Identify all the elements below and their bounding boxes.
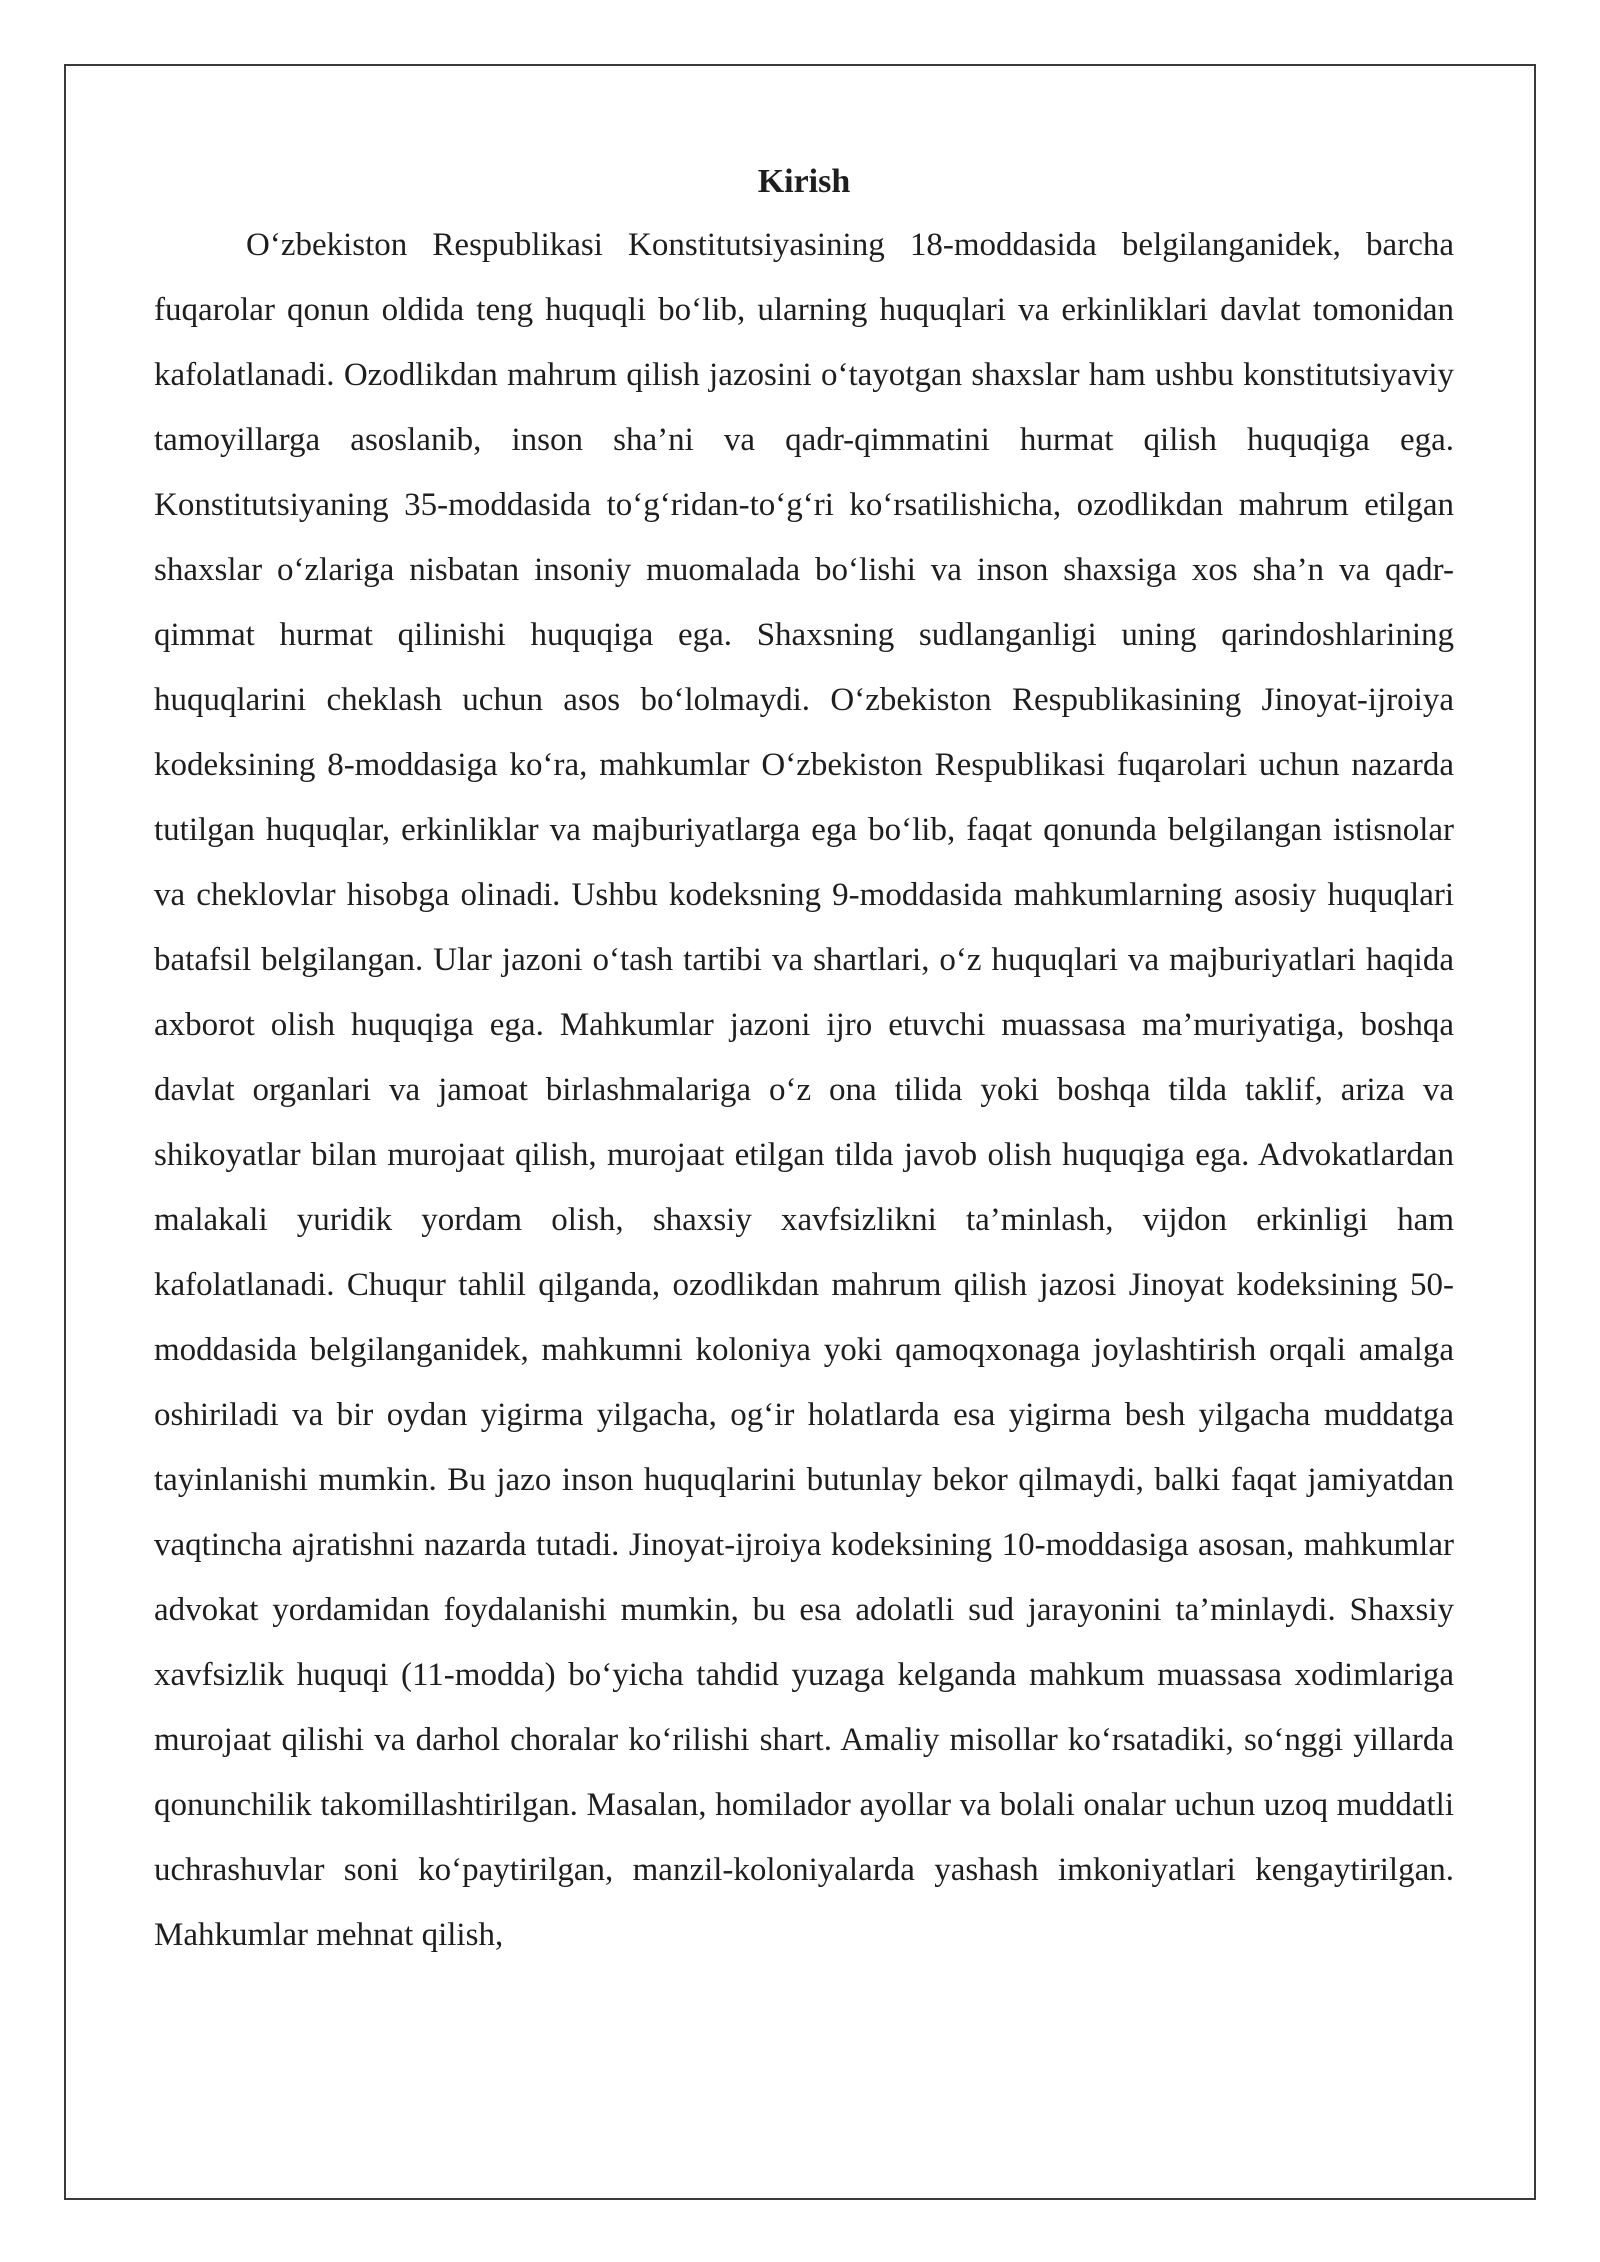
page-content [154, 156, 1454, 1968]
document-title: Kirish [757, 163, 851, 200]
body-paragraph: O‘zbekiston Respublikasi Konstitutsiyasining 18-moddasida belgilanganidek, barcha fuqarolar qonun oldida teng huquqli bo‘lib, ularning huquqlari va erkinliklari davlat tomonidan kafolatlanadi. Ozodlikdan mahrum qilish jazosini o‘tayotgan shaxslar ham ushbu konstitutsiyaviy tamoyillarga asoslanib, inson sha’ni va qadr-qimmatini hurmat qilish huquqiga ega. Konstitutsiyaning 35-moddasida to‘g‘ridan-to‘g‘ri ko‘rsatilishicha, ozodlikdan mahrum etilgan shaxslar o‘zlariga nisbatan insoniy muomalada bo‘lishi va inson shaxsiga xos sha’n va qadr-qimmat hurmat qilinishi huquqiga ega. Shaxsning sudlanganligi uning qarindoshlarining huquqlarini cheklash uchun asos bo‘lolmaydi. O‘zbekiston Respublikasining Jinoyat-ijroiya kodeksining 8-moddasiga ko‘ra, mahkumlar O‘zbekiston Respublikasi fuqarolari uchun nazarda tutilgan huquqlar, erkinliklar va majburiyatlarga ega bo‘lib, faqat qonunda belgilangan istisnolar va cheklovlar hisobga olinadi. Ushbu kodeksning 9-moddasida mahkumlarning asosiy huquqlari batafsil belgilangan. Ular jazoni o‘tash tartibi va shartlari, o‘z huquqlari va majburiyatlari haqida axborot olish huquqiga ega. Mahkumlar jazoni ijro etuvchi muassasa ma’muriyatiga, boshqa davlat organlari va jamoat birlashmalariga o‘z ona tilida yoki boshqa tilda taklif, ariza va shikoyatlar bilan murojaat qilish, murojaat etilgan tilda javob olish huquqiga ega. Advokatlardan malakali yuridik yordam olish, shaxsiy xavfsizlikni ta’minlash, vijdon erkinligi ham kafolatlanadi. Chuqur tahlil qilganda, ozodlikdan mahrum qilish jazosi Jinoyat kodeksining 50-moddasida belgilanganidek, mahkumni koloniya yoki qamoqxonaga joylashtirish orqali amalga oshiriladi va bir oydan yigirma yilgacha, og‘ir holatlarda esa yigirma besh yilgacha muddatga tayinlanishi mumkin. Bu jazo inson huquqlarini butunlay bekor qilmaydi, balki faqat jamiyatdan vaqtincha ajratishni nazarda tutadi. Jinoyat-ijroiya kodeksining 10-moddasiga asosan, mahkumlar advokat yordamidan foydalanishi mumkin, bu esa adolatli sud jarayonini ta’minlaydi. Shaxsiy xavfsizlik huquqi (11-modda) bo‘yicha tahdid yuzaga kelganda mahkum muassasa xodimlariga murojaat qilishi va darhol choralar ko‘rilishi shart. Amaliy misollar ko‘rsatadiki, so‘nggi yillarda qonunchilik takomillashtirilgan. Masalan, homilador ayollar va bolali onalar uchun uzoq muddatli uchrashuvlar soni ko‘paytirilgan, manzil-koloniyalarda yashash imkoniyatlari kengaytirilgan. Mahkumlar mehnat qilish, [154, 227, 1454, 1953]
page-frame [64, 64, 1536, 2200]
